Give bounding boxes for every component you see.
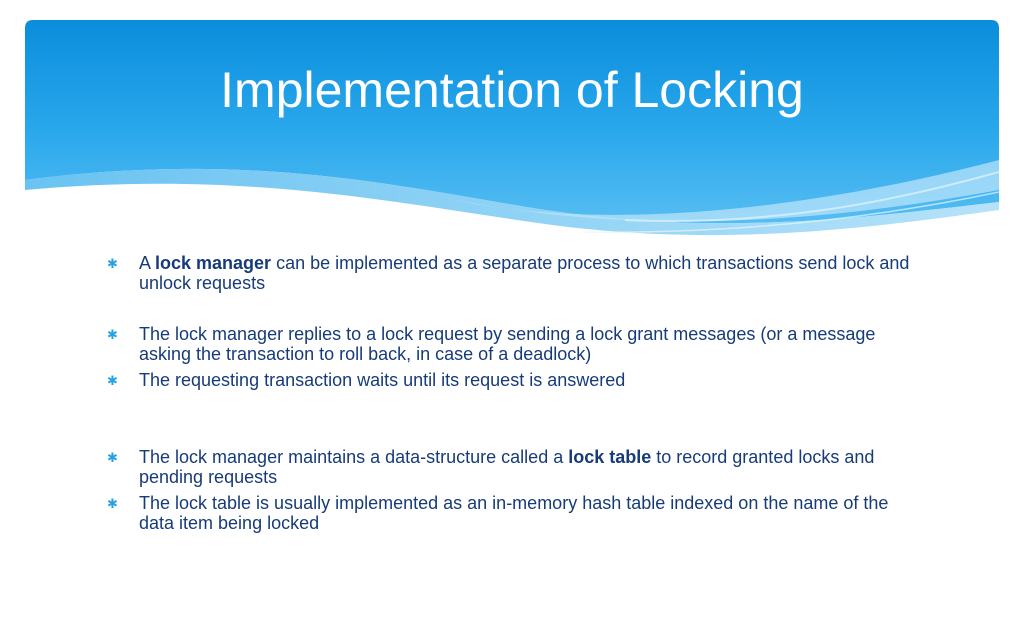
bullet-item — [107, 324, 927, 364]
bullet-text: The requesting transaction waits until its request is answered — [139, 370, 626, 390]
bullet-bold-term: lock manager — [155, 253, 272, 273]
asterisk-bullet-icon: ✱ — [107, 373, 118, 388]
bullet-text: A — [139, 253, 156, 273]
asterisk-bullet-icon: ✱ — [107, 450, 118, 465]
bullet-text: The lock manager replies to a lock request by sending a lock grant messages (or a message asking the transaction to roll back, in case of a deadlock) — [139, 324, 876, 364]
asterisk-bullet-icon: ✱ — [107, 496, 118, 511]
bullet-text: The lock table is usually implemented as an in-memory hash table indexed on the name of the data item being locked — [139, 493, 889, 533]
bullet-item — [107, 493, 927, 533]
bullet-text: to record granted locks and pending requests — [139, 447, 875, 487]
wave-banner-graphic — [25, 20, 999, 240]
bullet-text: The lock manager maintains a data-structure called a — [139, 447, 569, 467]
asterisk-bullet-icon: ✱ — [107, 256, 118, 271]
bullet-item — [107, 370, 927, 390]
bullet-list — [107, 253, 927, 533]
asterisk-bullet-icon: ✱ — [107, 327, 118, 342]
bullet-text: can be implemented as a separate process to which transactions send lock and unlock requests — [139, 253, 910, 293]
title-banner — [25, 20, 999, 240]
bullet-bold-term: lock table — [568, 447, 652, 467]
bullet-item — [107, 447, 927, 487]
slide-title: Implementation of Locking — [220, 62, 804, 118]
bullet-item — [107, 253, 927, 293]
